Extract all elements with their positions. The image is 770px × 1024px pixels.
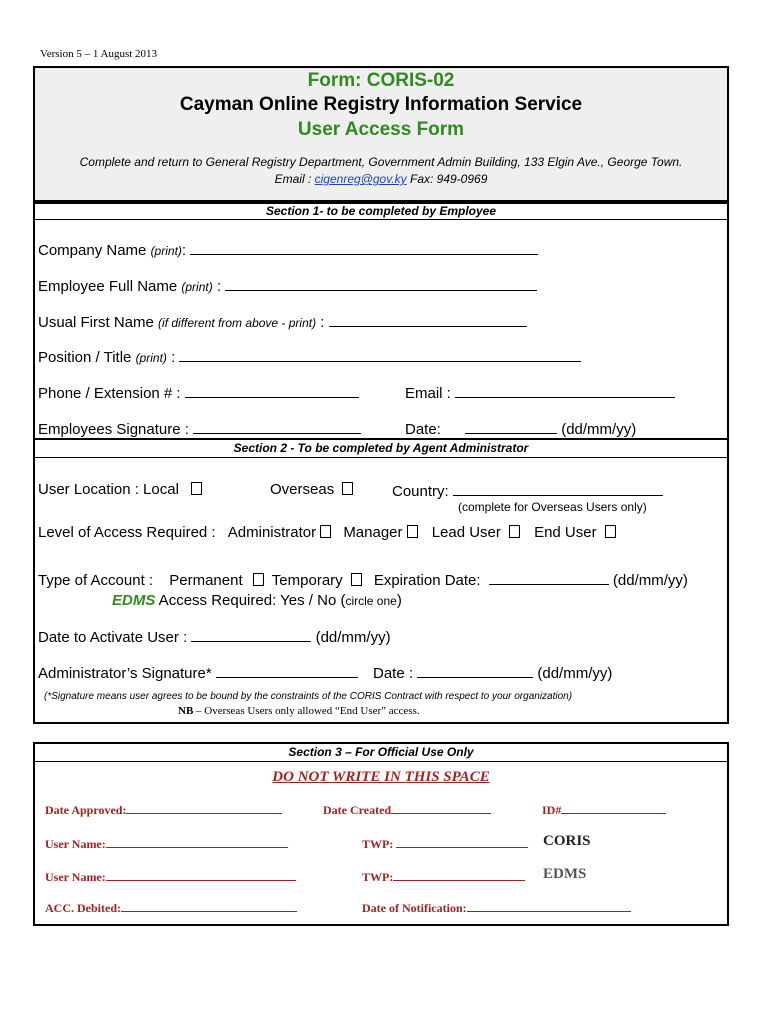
first-name-hint: (if different from above - print) <box>158 316 317 330</box>
date-notification-line[interactable] <box>467 900 631 912</box>
location-overseas-field[interactable] <box>270 481 353 498</box>
nb-note <box>178 705 420 717</box>
phone-label: Phone / Extension # : <box>38 385 181 402</box>
id-label: ID# <box>542 803 562 817</box>
access-option-manager: Manager <box>343 524 403 541</box>
employee-date-line[interactable] <box>465 419 557 434</box>
access-option-lead-user: Lead User <box>431 524 501 541</box>
local-checkbox[interactable] <box>191 482 202 495</box>
admin-signature-field[interactable] <box>38 663 358 682</box>
permanent-label: Permanent <box>169 572 243 589</box>
expiration-label: Expiration Date: <box>373 572 481 589</box>
acc-debited-line[interactable] <box>121 900 297 912</box>
date-approved-line[interactable] <box>126 802 282 814</box>
section3-title: Section 3 – For Official Use Only <box>288 745 474 759</box>
date-notification-label: Date of Notification: <box>362 901 467 915</box>
activate-label: Date to Activate User : <box>38 629 188 646</box>
first-name-field[interactable]: Usual First Name (if different from above - print) : <box>38 312 527 331</box>
acc-debited-label: ACC. Debited: <box>45 901 121 915</box>
section2-title: Section 2 - To be completed by Agent Administrator <box>233 441 529 455</box>
position-line[interactable] <box>179 347 581 362</box>
access-option-administrator: Administrator <box>227 524 317 541</box>
location-label: User Location : Local <box>38 481 179 498</box>
phone-field[interactable] <box>38 383 359 402</box>
access-label: Level of Access Required : <box>38 524 216 541</box>
section3-divider <box>33 761 729 762</box>
official-warning: DO NOT WRITE IN THIS SPACE <box>272 769 490 785</box>
employee-email-field[interactable] <box>405 383 675 402</box>
employee-name-label: Employee Full Name <box>38 278 178 295</box>
employee-date-label: Date: <box>405 421 441 438</box>
twp-2-label: TWP: <box>362 870 394 884</box>
user-name-2-field[interactable] <box>45 869 296 885</box>
manager-checkbox[interactable] <box>407 525 418 538</box>
section1-divider <box>33 219 729 220</box>
twp-1-field[interactable] <box>362 836 528 852</box>
employee-name-field[interactable]: Employee Full Name (print) : <box>38 276 537 295</box>
expiration-line[interactable] <box>489 570 609 585</box>
user-name-1-field[interactable] <box>45 836 288 852</box>
position-hint: (print) <box>135 351 167 365</box>
country-line[interactable] <box>453 481 663 496</box>
employee-email-line[interactable] <box>455 383 675 398</box>
admin-signature-line[interactable] <box>216 663 358 678</box>
expiration-format: (dd/mm/yy) <box>612 572 688 589</box>
twp-2-line[interactable] <box>393 869 525 881</box>
company-name-field[interactable]: Company Name (print): <box>38 240 538 259</box>
company-name-hint: (print) <box>150 244 182 258</box>
user-name-2-label: User Name: <box>45 870 106 884</box>
admin-date-field[interactable] <box>373 663 612 682</box>
account-label: Type of Account : <box>38 572 154 589</box>
employee-signature-line[interactable] <box>193 419 361 434</box>
activate-line[interactable] <box>191 627 311 642</box>
signature-footnote: (*Signature means user agrees to be bound by the constraints of the CORIS Contract with respect to your organization) <box>44 691 573 702</box>
date-created-line[interactable] <box>391 802 491 814</box>
edms-official-label: EDMS <box>543 866 587 882</box>
country-note: (complete for Overseas Users only) <box>458 500 647 514</box>
overseas-checkbox[interactable] <box>342 482 353 495</box>
version-text: Version 5 – 1 August 2013 <box>40 48 158 60</box>
instructions: Complete and return to General Registry Department, Government Admin Building, 133 Elgin Ave., George Town. <box>79 155 683 169</box>
activate-date-field[interactable] <box>38 627 391 646</box>
form-title: User Access Form <box>297 119 465 140</box>
admin-date-label: Date : <box>373 665 414 682</box>
edms-text: Access Required: Yes / No ( <box>155 592 346 609</box>
user-name-1-line[interactable] <box>106 836 288 848</box>
activate-format: (dd/mm/yy) <box>315 629 391 646</box>
employee-email-label: Email : <box>405 385 451 402</box>
employee-name-line[interactable] <box>225 276 537 291</box>
twp-2-field[interactable] <box>362 869 525 885</box>
id-field[interactable] <box>542 802 666 818</box>
section2-divider <box>33 457 729 458</box>
phone-line[interactable] <box>185 383 359 398</box>
first-name-label: Usual First Name <box>38 314 154 331</box>
acc-debited-field[interactable] <box>45 900 297 916</box>
service-name: Cayman Online Registry Information Service <box>179 94 583 115</box>
company-name-line[interactable] <box>190 240 538 255</box>
administrator-checkbox[interactable] <box>320 525 331 538</box>
email-label: Email : <box>274 172 315 186</box>
nb-text: – Overseas Users only allowed “End User” access. <box>193 705 420 717</box>
nb-label: NB <box>178 705 194 717</box>
date-approved-field[interactable] <box>45 802 282 818</box>
admin-date-format: (dd/mm/yy) <box>537 665 613 682</box>
employee-signature-label: Employees Signature : <box>38 421 189 438</box>
date-approved-label: Date Approved: <box>45 803 127 817</box>
twp-1-line[interactable] <box>396 836 528 848</box>
edms-field[interactable] <box>112 592 402 609</box>
edms-label: EDMS <box>112 592 156 609</box>
position-label: Position / Title <box>38 349 132 366</box>
edms-circle-hint: circle one <box>345 594 397 608</box>
date-created-field[interactable] <box>323 802 491 818</box>
date-notification-field[interactable] <box>362 900 631 916</box>
user-name-2-line[interactable] <box>106 869 296 881</box>
twp-1-label: TWP: <box>362 837 397 851</box>
permanent-checkbox[interactable] <box>253 573 264 586</box>
position-field[interactable]: Position / Title (print) : <box>38 347 581 366</box>
lead-user-checkbox[interactable] <box>509 525 520 538</box>
admin-date-line[interactable] <box>417 663 533 678</box>
temporary-checkbox[interactable] <box>351 573 362 586</box>
edms-close: ) <box>396 592 402 609</box>
section1-title: Section 1- to be completed by Employee <box>265 204 497 218</box>
access-option-end-user: End User <box>534 524 597 541</box>
employee-date-format: (dd/mm/yy) <box>561 421 637 438</box>
user-name-1-label: User Name: <box>45 837 106 851</box>
coris-label: CORIS <box>543 833 591 849</box>
email-link[interactable]: cigenreg@gov.ky <box>314 172 407 186</box>
account-type-field[interactable] <box>38 570 688 589</box>
end-user-checkbox[interactable] <box>605 525 616 538</box>
overseas-label: Overseas <box>270 481 335 498</box>
country-label: Country: <box>392 483 449 500</box>
contact-line <box>33 172 729 186</box>
fax-text: Fax: 949-0969 <box>406 172 488 186</box>
temporary-label: Temporary <box>271 572 343 589</box>
country-field[interactable] <box>392 481 663 500</box>
company-name-label: Company Name <box>38 242 147 259</box>
employee-date-field[interactable] <box>405 419 636 438</box>
location-local-field[interactable] <box>38 481 202 498</box>
employee-name-hint: (print) <box>181 280 213 294</box>
first-name-line[interactable] <box>329 312 527 327</box>
form-id: Form: CORIS-02 <box>307 70 455 91</box>
access-level-field[interactable] <box>38 524 616 541</box>
id-line[interactable] <box>561 802 666 814</box>
date-created-label: Date Created <box>323 803 392 817</box>
admin-signature-label: Administrator’s Signature* <box>38 665 212 682</box>
employee-signature-field[interactable] <box>38 419 361 438</box>
